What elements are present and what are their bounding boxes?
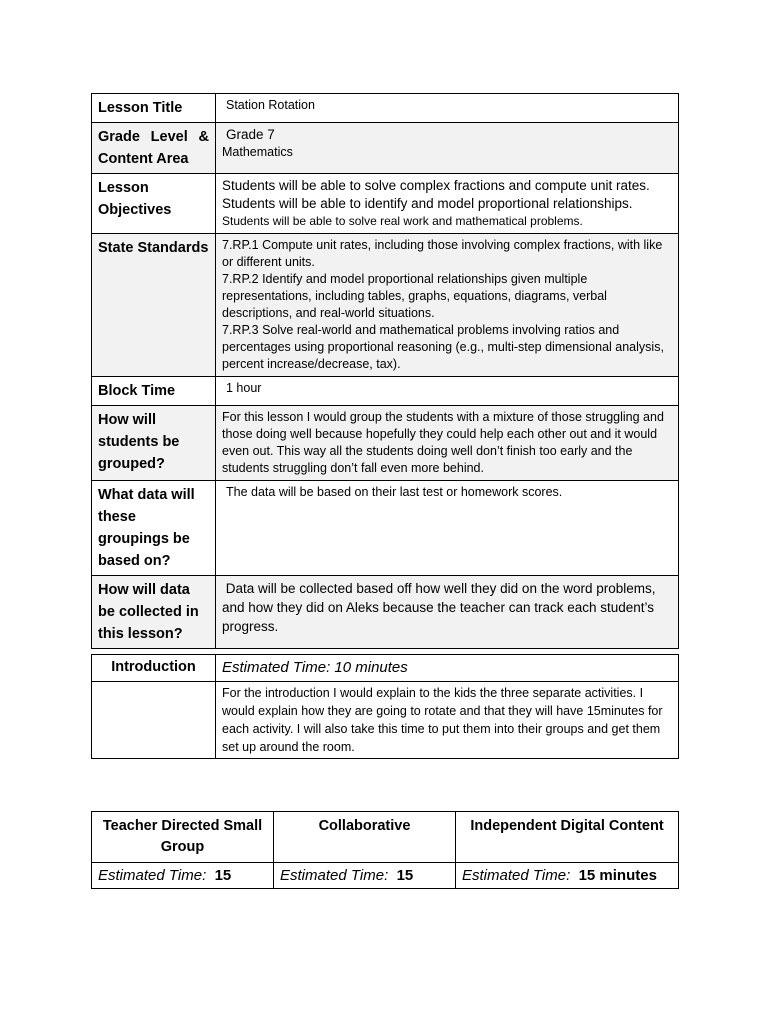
grade-level-cell [216, 123, 679, 174]
grouping-label: How will students be grouped? [92, 406, 216, 481]
grade-level-value: Grade 7 [226, 127, 275, 142]
block-time-value: 1 hour [216, 377, 679, 406]
introduction-label: Introduction [92, 655, 216, 682]
stations-table [91, 811, 679, 889]
objective-item: Students will be able to solve complex fractions and compute unit rates. [222, 178, 650, 193]
stations-time-row [92, 863, 679, 889]
grouping-value: For this lesson I would group the students with a mixture of those struggling and those doing well because hopefully they could help each other out and it would even out. This way all the students doing well don’t finish too early and the students struggling don’t fall even more behind. [216, 406, 679, 481]
standards-label: State Standards [92, 234, 216, 377]
standards-row [92, 234, 679, 377]
introduction-header-row [92, 655, 679, 682]
station-collaborative-time: Estimated Time: 15 [274, 863, 456, 889]
data-collection-row [92, 576, 679, 649]
objectives-row [92, 174, 679, 234]
data-collection-value: Data will be collected based off how well they did on the word problems, and how they did on Aleks because the teacher can track each student’s progress. [216, 576, 679, 649]
introduction-time: Estimated Time: 10 minutes [216, 655, 679, 682]
objective-item: Students will be able to solve real work and mathematical problems. [222, 214, 583, 228]
grouping-data-value: The data will be based on their last test or homework scores. [216, 481, 679, 576]
grade-level-row [92, 123, 679, 174]
content-area-value: Mathematics [222, 145, 293, 159]
block-time-row [92, 377, 679, 406]
standard-item: 7.RP.1 Compute unit rates, including those involving complex fractions, with like or different units. [222, 238, 663, 269]
introduction-text: For the introduction I would explain to the kids the three separate activities. I would explain how they are going to rotate and that they will have 15minutes for each activity. I will also take this time to put them into their groups and get them set up around the room. [216, 682, 679, 759]
grouping-data-label: What data will these groupings be based on? [92, 481, 216, 576]
lesson-title-value: Station Rotation [216, 94, 679, 123]
station-independent-time: Estimated Time: 15 minutes [456, 863, 679, 889]
station-teacher-directed-header: Teacher Directed Small Group [92, 812, 274, 863]
introduction-empty-cell [92, 682, 216, 759]
grouping-row [92, 406, 679, 481]
standard-item: 7.RP.2 Identify and model proportional relationships given multiple representations, including tables, graphs, equations, diagrams, verbal descriptions, and real-world situations. [222, 272, 607, 320]
lesson-title-label: Lesson Title [92, 94, 216, 123]
lesson-plan-table [91, 93, 679, 649]
grade-level-label: Grade Level & Content Area [92, 123, 216, 174]
data-collection-label: How will data be collected in this lesson? [92, 576, 216, 649]
objectives-label: Lesson Objectives [92, 174, 216, 234]
objectives-cell [216, 174, 679, 234]
objective-item: Students will be able to identify and model proportional relationships. [222, 196, 633, 211]
standard-item: 7.RP.3 Solve real-world and mathematical problems involving ratios and percentages using proportional reasoning (e.g., multi-step dimensional analysis, percent increase/decrease, tax). [222, 323, 664, 371]
block-time-label: Block Time [92, 377, 216, 406]
introduction-table [91, 654, 679, 759]
stations-header-row [92, 812, 679, 863]
station-independent-header: Independent Digital Content [456, 812, 679, 863]
standards-cell [216, 234, 679, 377]
introduction-body-row [92, 682, 679, 759]
station-teacher-directed-time: Estimated Time: 15 [92, 863, 274, 889]
station-collaborative-header: Collaborative [274, 812, 456, 863]
lesson-title-row [92, 94, 679, 123]
grouping-data-row [92, 481, 679, 576]
